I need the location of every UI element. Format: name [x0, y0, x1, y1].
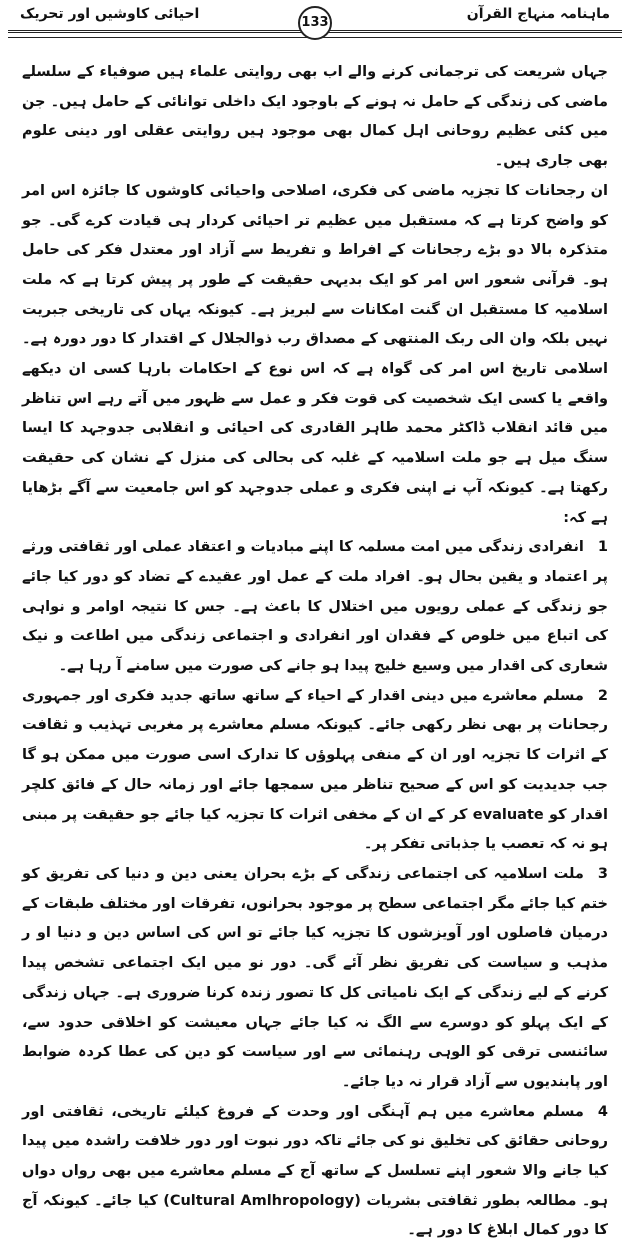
numbered-paragraph [22, 1098, 608, 1246]
paragraph [22, 58, 608, 177]
numbered-paragraph [22, 533, 608, 682]
paragraph-number: 1 [597, 539, 608, 556]
paragraph-number: 4 [597, 1103, 608, 1120]
numbered-paragraph [22, 860, 608, 1098]
paragraph-text: ملت اسلامیہ کی اجتماعی زندگی کے بڑے بحران یعنی دین و دنیا کی تفریق کو ختم کیا جائے مگر اجتماعی سطح پر موجود بحرانوں، تفرقات اور مختلف طبقات کے درمیان فاصلوں اور آویزشوں کا تجزیہ کیا جائے تو اس کی اساس دین و دنیا او ر مذہب و سیاست کی تفریق نظر آئے گی۔ دور نو میں ایک اجتماعی تشخص پیدا کرنے کے لیے زندگی کے ایک نامیاتی کل کا تصور زندہ کرنا ضروری ہے۔ جہاں زندگی کے ایک پہلو کو دوسرے سے الگ نہ کیا جائے جہاں معیشت کو اخلاقی حدود سے، سائنسی ترقی کو الوہی رہنمائی سے اور سیاست کو دین کی عطا کردہ ضوابط اور پابندیوں سے آزاد قرار نہ دیا جائے۔ [22, 865, 608, 1090]
page-number: 133 [298, 6, 332, 40]
header-section-title: احیائی کاوشیں اور تحریک [14, 6, 205, 22]
paragraph [22, 177, 608, 533]
paragraph-text: ان رجحانات کا تجزیہ ماضی کی فکری، اصلاحی واحیائی کاوشوں کا جائزہ اس امر کو واضح کرتا ہے کہ مستقبل میں عظیم تر احیائی کردار ہی قیادت کرے گی۔ جو متذکرہ بالا دو بڑے رجحانات کے افراط و تفریط سے آزاد اور معتدل فکر کی حامل ہو۔ قرآنی شعور اس امر کو ایک بدیہی حقیقت کے طور پر پیش کرتا ہے کہ ملت اسلامیہ کا مستقبل ان گنت امکانات سے لبریز ہے۔ کیونکہ یہاں کی تاریخی جبریت نہیں بلکہ وان الی ربک المنتھی کے مصداق رب ذوالجلال کے اقتدار کا دور دورہ ہے۔ اسلامی تاریخ اس امر کی گواہ ہے کہ اس نوع کے احکامات بارہا کسی ان دیکھے واقعے یا کسی ایک شخصیت کی قوت فکر و عمل سے ظہور میں آتے رہے اس تناظر میں قائد انقلاب ڈاکٹر محمد طاہر القادری کی احیائی و انقلابی جدوجہد کا ایسا سنگ میل ہے جو ملت اسلامیہ کے غلبہ کی بحالی کی منزل کے نشان کی حقیقت رکھتا ہے۔ کیونکہ آپ نے اپنی فکری و عملی جدوجہد کو اس جامعیت سے آگے بڑھایا ہے کہ: [22, 182, 608, 526]
paragraph-number: 2 [597, 687, 608, 704]
paragraph-number: 3 [597, 865, 608, 882]
article-body [22, 58, 608, 1246]
paragraph-text: انفرادی زندگی میں امت مسلمہ کا اپنے مبادیات و اعتقاد عملی اور ثقافتی ورثے پر اعتماد و یقین بحال ہو۔ افراد ملت کے عمل اور عقیدے کے تضاد کو دور کیا جائے جو زندگی کے عملی رویوں میں اختلال کا باعث ہے۔ جس کا نتیجہ اوامر و نواہی کی اتباع میں خلوص کے فقدان اور انفرادی و اجتماعی زندگی میں اطاعت و نیک شعاری کی اقدار میں وسیع خلیج پیدا ہو جانے کی صورت میں سامنے آ رہا ہے۔ [21, 539, 608, 675]
page-header [8, 6, 622, 40]
paragraph-text: جہاں شریعت کی ترجمانی کرنے والے اب بھی روایتی علماء ہیں صوفیاء کے سلسلے ماضی کی زندگی کے حامل نہ ہونے کے باوجود ایک داخلی توانائی کے حامل ہیں۔ جن میں کئی عظیم روحانی اہل کمال بھی موجود ہیں روایتی عقلی اور دینی علوم بھی جاری ہیں۔ [22, 64, 608, 170]
numbered-paragraph [22, 682, 608, 860]
paragraph-text: مسلم معاشرے میں ہم آہنگی اور وحدت کے فروغ کیلئے تاریخی، ثقافتی اور روحانی حقائق کی تخلیق نو کی جائے تاکہ دور نبوت اور دور خلافت راشدہ میں پیدا کیا جانے والا شعور اپنے تسلسل کے ساتھ آج کے مسلم معاشرے میں بھی رواں دواں ہو۔ مطالعہ بطور ثقافتی بشریات (Cultural Amlhropology) کیا جائے۔ کیونکہ آج کا دور کمال ابلاغ کا دور ہے۔ [22, 1103, 609, 1239]
header-magazine-title: ماہنامہ منہاج القرآن [461, 6, 616, 22]
paragraph-text: مسلم معاشرے میں دینی اقدار کے احیاء کے ساتھ ساتھ جدید فکری اور جمہوری رجحانات پر بھی نظر رکھی جائے۔ کیونکہ مسلم معاشرے پر مغربی تہذیب و ثقافت کے اثرات کا تجزیہ اور ان کے منفی پہلوؤں کا تدارک اسی صورت میں ممکن ہو گا جب جدیدیت کو اس کے صحیح تناظر میں سمجھا جائے اور زمانہ حال کے فائق کلچر اقدار کو evaluate کر کے ان کے مخفی اثرات کا تجزیہ کیا جائے جو حقیقت پر مبنی ہو نہ کہ تعصب یا جذباتی تفکر پر۔ [22, 687, 608, 853]
